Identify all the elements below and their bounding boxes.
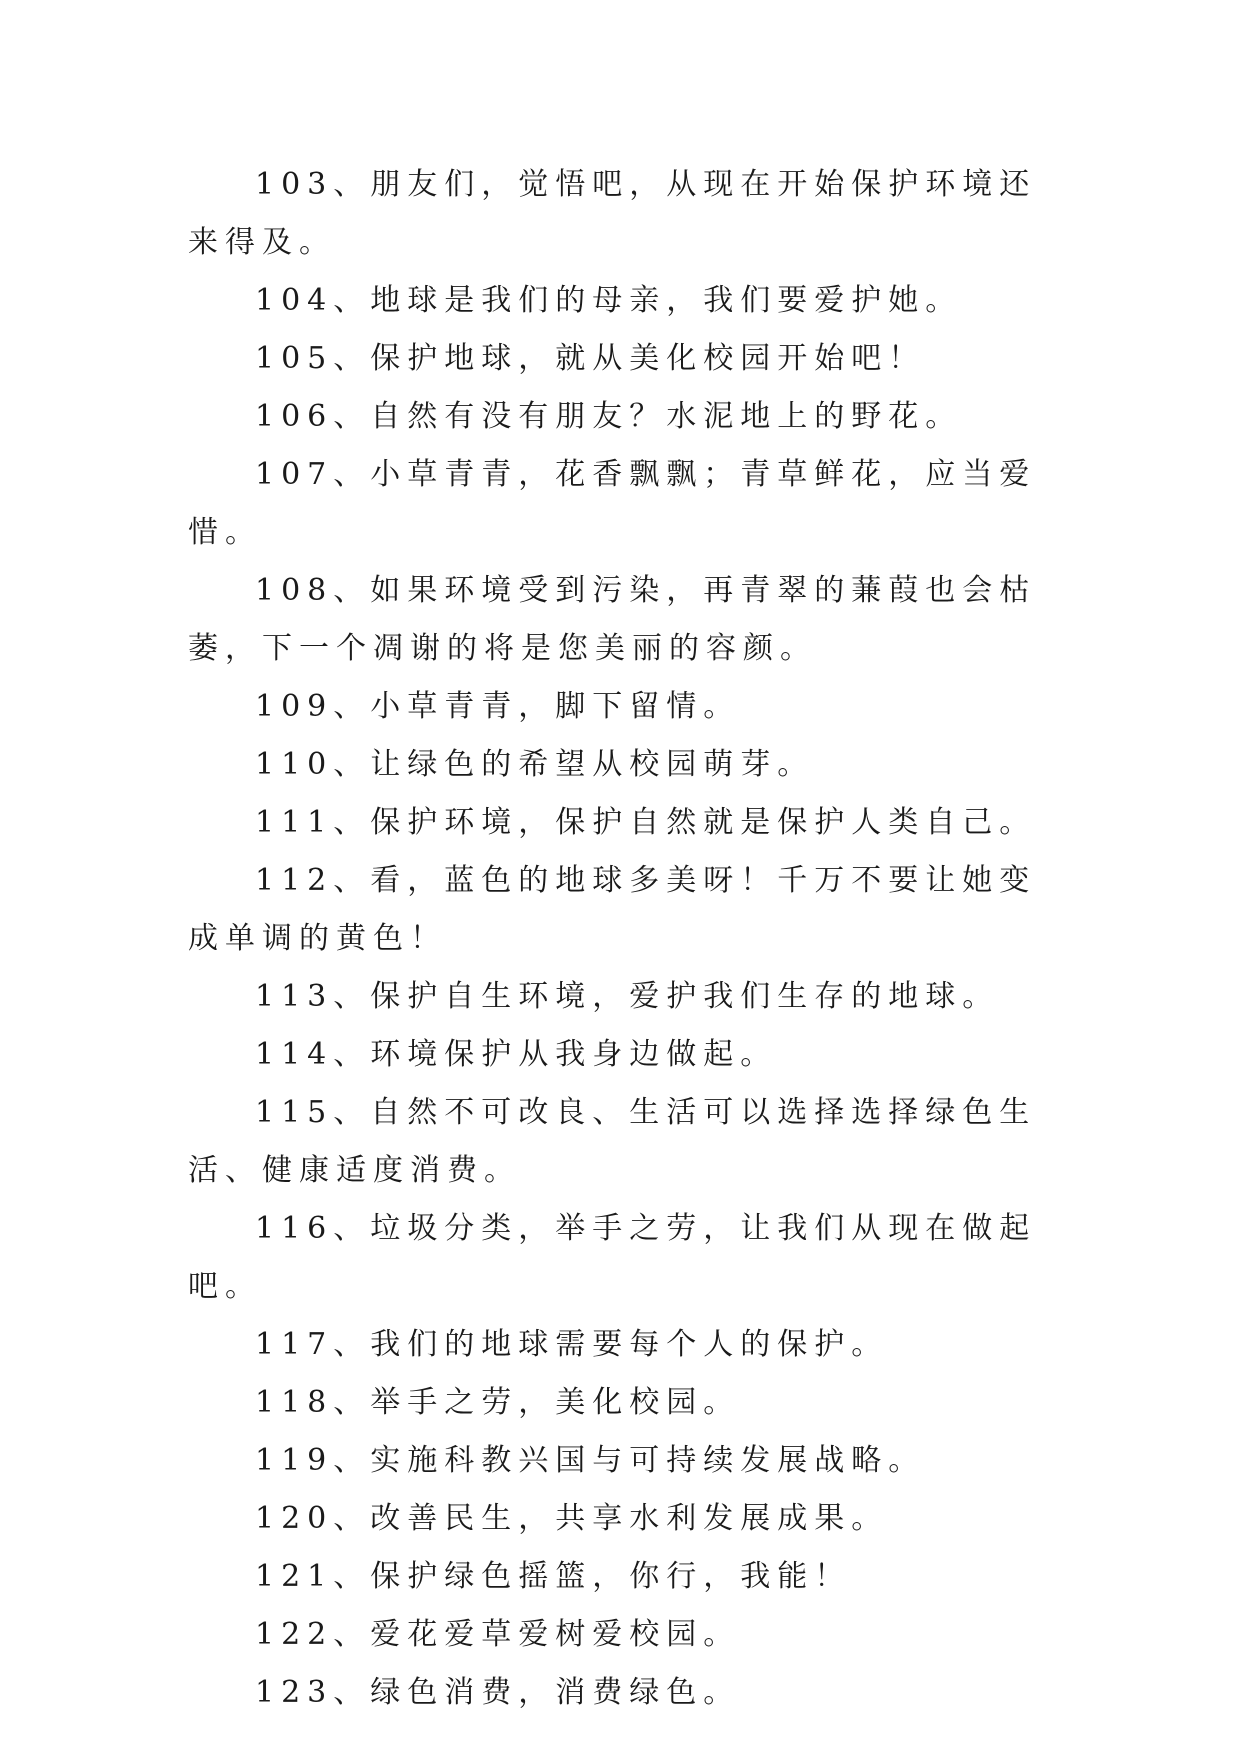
paragraph-107: 107、小草青青，花香飘飘；青草鲜花，应当爱惜。 <box>188 457 1037 550</box>
paragraph-108: 108、如果环境受到污染，再青翠的蒹葭也会枯萎，下一个凋谢的将是您美丽的容颜。 <box>188 573 1037 666</box>
paragraph-116: 116、垃圾分类，举手之劳，让我们从现在做起吧。 <box>188 1211 1037 1304</box>
paragraph-111: 111、保护环境，保护自然就是保护人类自己。 <box>255 805 1037 840</box>
paragraph-121: 121、保护绿色摇篮，你行，我能！ <box>255 1559 852 1594</box>
paragraph-105: 105、保护地球，就从美化校园开始吧！ <box>255 341 926 376</box>
paragraph-103: 103、朋友们，觉悟吧，从现在开始保护环境还来得及。 <box>188 167 1037 260</box>
document-body <box>188 156 1068 1722</box>
paragraph-109: 109、小草青青，脚下留情。 <box>255 689 741 724</box>
paragraph-114: 114、环境保护从我身边做起。 <box>255 1037 778 1072</box>
paragraph-118: 118、举手之劳，美化校园。 <box>255 1385 741 1420</box>
paragraph-123: 123、绿色消费，消费绿色。 <box>255 1675 741 1710</box>
paragraph-112: 112、看，蓝色的地球多美呀！千万不要让她变成单调的黄色！ <box>188 863 1037 956</box>
paragraph-115: 115、自然不可改良、生活可以选择选择绿色生活、健康适度消费。 <box>188 1095 1037 1188</box>
paragraph-117: 117、我们的地球需要每个人的保护。 <box>255 1327 889 1362</box>
paragraph-120: 120、改善民生，共享水利发展成果。 <box>255 1501 889 1536</box>
paragraph-106: 106、自然有没有朋友？水泥地上的野花。 <box>255 399 963 434</box>
paragraph-113: 113、保护自生环境，爱护我们生存的地球。 <box>255 979 1000 1014</box>
paragraph-119: 119、实施科教兴国与可持续发展战略。 <box>255 1443 926 1478</box>
paragraph-122: 122、爱花爱草爱树爱校园。 <box>255 1617 741 1652</box>
paragraph-110: 110、让绿色的希望从校园萌芽。 <box>255 747 815 782</box>
paragraph-104: 104、地球是我们的母亲，我们要爱护她。 <box>255 283 963 318</box>
